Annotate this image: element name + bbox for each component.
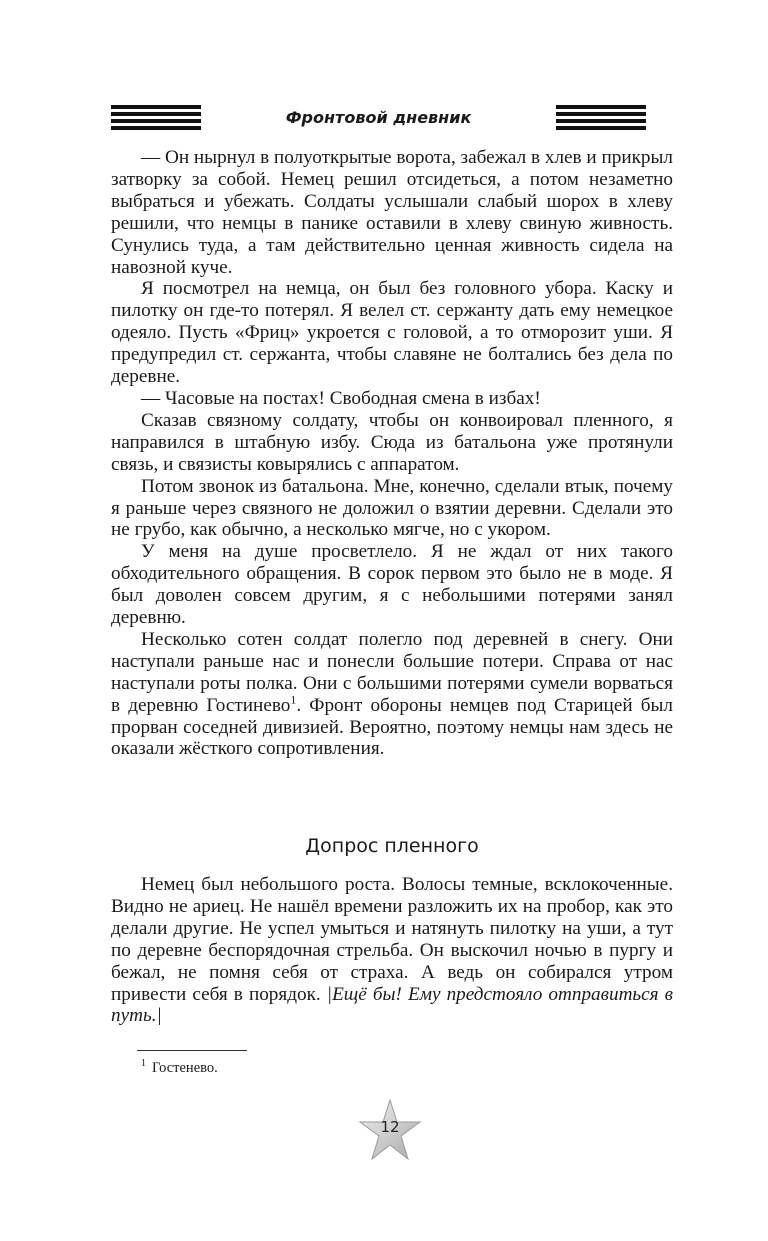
- footnote-reference: 1: [290, 692, 297, 707]
- section-body-text: [111, 874, 673, 1027]
- paragraph: Потом звонок из батальона. Мне, конечно, сделали втык, почему я раньше через связного не доложил о взятии деревни. Сделали это не грубо, как обычно, а несколько мягче, но с укором.: [111, 475, 673, 541]
- footnote: [141, 1054, 218, 1078]
- paragraph: Сказав связному солдату, чтобы он конвоировал пленного, я направился в штабную избу. Сюда из батальона уже протянули связь, и связисты ковырялись с аппаратом.: [111, 409, 673, 475]
- paragraph: — Часовые на постах! Свободная смена в избах!: [141, 387, 541, 409]
- body-text: [111, 147, 673, 760]
- footnote-text: Гостенево.: [152, 1059, 218, 1076]
- italic-text: |Ещё бы! Ему предстояло отправиться в путь.|: [111, 983, 674, 1027]
- header-stripes-left: [111, 105, 201, 133]
- footnote-divider: [137, 1050, 247, 1051]
- running-head-title: Фронтовой дневник: [285, 108, 472, 127]
- running-header: [111, 103, 646, 133]
- page-number: 12: [380, 1118, 400, 1136]
- footnote-number: 1: [141, 1058, 146, 1069]
- header-stripes-right: [556, 105, 646, 133]
- paragraph: [111, 874, 673, 1027]
- paragraph: Я посмотрел на немца, он был без головного убора. Каску и пилотку он где-то потерял. Я велел ст. сержанту дать ему немецкое одеяло. Пусть «Фриц» укроется с головой, а то отморозит уши. Я предупредил ст. сержанта, чтобы славяне не болтались без дела по деревне.: [111, 278, 673, 388]
- paragraph: У меня на душе просветлело. Я не ждал от них такого обходительного обращения. В сорок первом это было не в моде. Я был доволен совсем другим, я с небольшими потерями занял деревню.: [111, 541, 673, 629]
- paragraph-text: . Фронт обороны немцев под Старицей был прорван соседней дивизией. Вероятно, поэтому немцы нам здесь не оказали жёсткого сопротивления.: [111, 694, 673, 760]
- paragraph: — Он нырнул в полуоткрытые ворота, забежал в хлев и прикрыл затворку за собой. Немец решил отсидеться, а потом незаметно выбраться и убежать. Солдаты услышали слабый шорох в хлеву решили, что немцы в панике оставили в хлеву свиную живность. Сунулись туда, а там действительно ценная живность сидела на навозной куче.: [111, 147, 673, 278]
- paragraph: [111, 629, 673, 760]
- paragraph-text: Немец был небольшого роста. Волосы темные, всклокоченные. Видно не ариец. Не нашёл времени разложить их на пробор, как это делали другие. Не успел умыться и натянуть пилотку на уши, а тут по деревне беспорядочная стрельба. Он выскочил ночью в пургу и бежал, не помня себя от страха. А ведь он собирался утром привести себя в порядок.: [111, 874, 673, 1005]
- section-heading: Допрос пленного: [305, 835, 479, 857]
- paragraph-text: Несколько сотен солдат полегло под деревней в снегу. Они наступали раньше нас и понесли большие потери. Справа от нас наступали роты полка. Они с большими потерями сумели ворваться в деревню Гостинево: [111, 628, 673, 716]
